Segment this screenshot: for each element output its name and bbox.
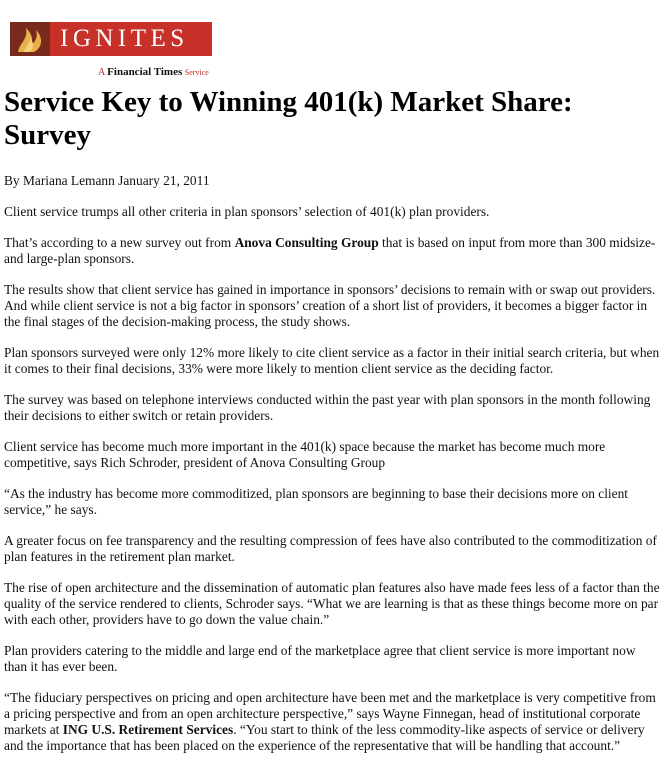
paragraph-2-text: That’s according to a new survey out from (4, 235, 235, 250)
logo-tagline (98, 66, 209, 78)
paragraph-2 (4, 235, 660, 267)
paragraph-7: “As the industry has become more commoditized, plan sponsors are beginning to base their decisions more on client service,” he says. (4, 486, 628, 517)
flame-icon (10, 22, 50, 56)
tagline-suffix: Service (184, 68, 209, 77)
paragraph-11 (4, 690, 660, 754)
paragraph-10: Plan providers catering to the middle and large end of the marketplace agree that client service is more important now than it has ever been. (4, 643, 636, 674)
paragraph-8: A greater focus on fee transparency and the resulting compression of fees have also contributed to the commoditization of plan features in the retirement plan market. (4, 533, 657, 564)
logo-wordmark: IGNITES (50, 22, 212, 56)
paragraph-1: Client service trumps all other criteria in plan sponsors’ selection of 401(k) plan providers. (4, 204, 490, 219)
byline: By Mariana Lemann January 21, 2011 (4, 173, 210, 188)
paragraph-9: The rise of open architecture and the dissemination of automatic plan features also have made fees less of a factor than the quality of the service rendered to clients, Schroder says. “What we are learning is that as these things become more on par with each other, providers have to go down the value chain.” (4, 580, 660, 627)
paragraph-2-text-end: that is based on input from more than 300 midsize- and large-plan sponsors. (4, 235, 656, 266)
paragraph-5: The survey was based on telephone interviews conducted within the past year with plan sponsors in the month following their decisions to either switch or retain providers. (4, 392, 651, 423)
paragraph-11-text: “The fiduciary perspectives on pricing and open architecture have been met and the marketplace is very competitive from a pricing perspective and from an open architecture perspective,” says Wayne Finnegan, head of institutional corporate markets at (4, 690, 656, 737)
tagline-prefix: A (98, 67, 105, 78)
paragraph-3: The results show that client service has gained in importance in sponsors’ decisions to remain with or swap out providers. And while client service is not a big factor in sponsors’ creation of a short list of providers, it becomes a bigger factor in the final stages of the decision-making process, the study shows. (4, 282, 656, 329)
company-anova: Anova Consulting Group (234, 235, 379, 250)
article-body (4, 173, 660, 769)
paragraph-6: Client service has become much more important in the 401(k) space because the market has become much more competitive, says Rich Schroder, president of Anova Consulting Group (4, 439, 606, 470)
company-ing: ING U.S. Retirement Services (62, 722, 234, 737)
article-title: Service Key to Winning 401(k) Market Share: Survey (4, 86, 573, 151)
ignites-logo[interactable] (10, 22, 212, 56)
paragraph-11-text-end: . “You start to think of the less commodity-like aspects of service or delivery and the importance that has been placed on the experience of the representative that will be handling that account.” (4, 722, 645, 753)
paragraph-4: Plan sponsors surveyed were only 12% more likely to cite client service as a factor in their initial search criteria, but when it comes to their final decisions, 33% were more likely to mention client service as the deciding factor. (4, 345, 660, 376)
tagline-brand: Financial Times (107, 66, 183, 78)
